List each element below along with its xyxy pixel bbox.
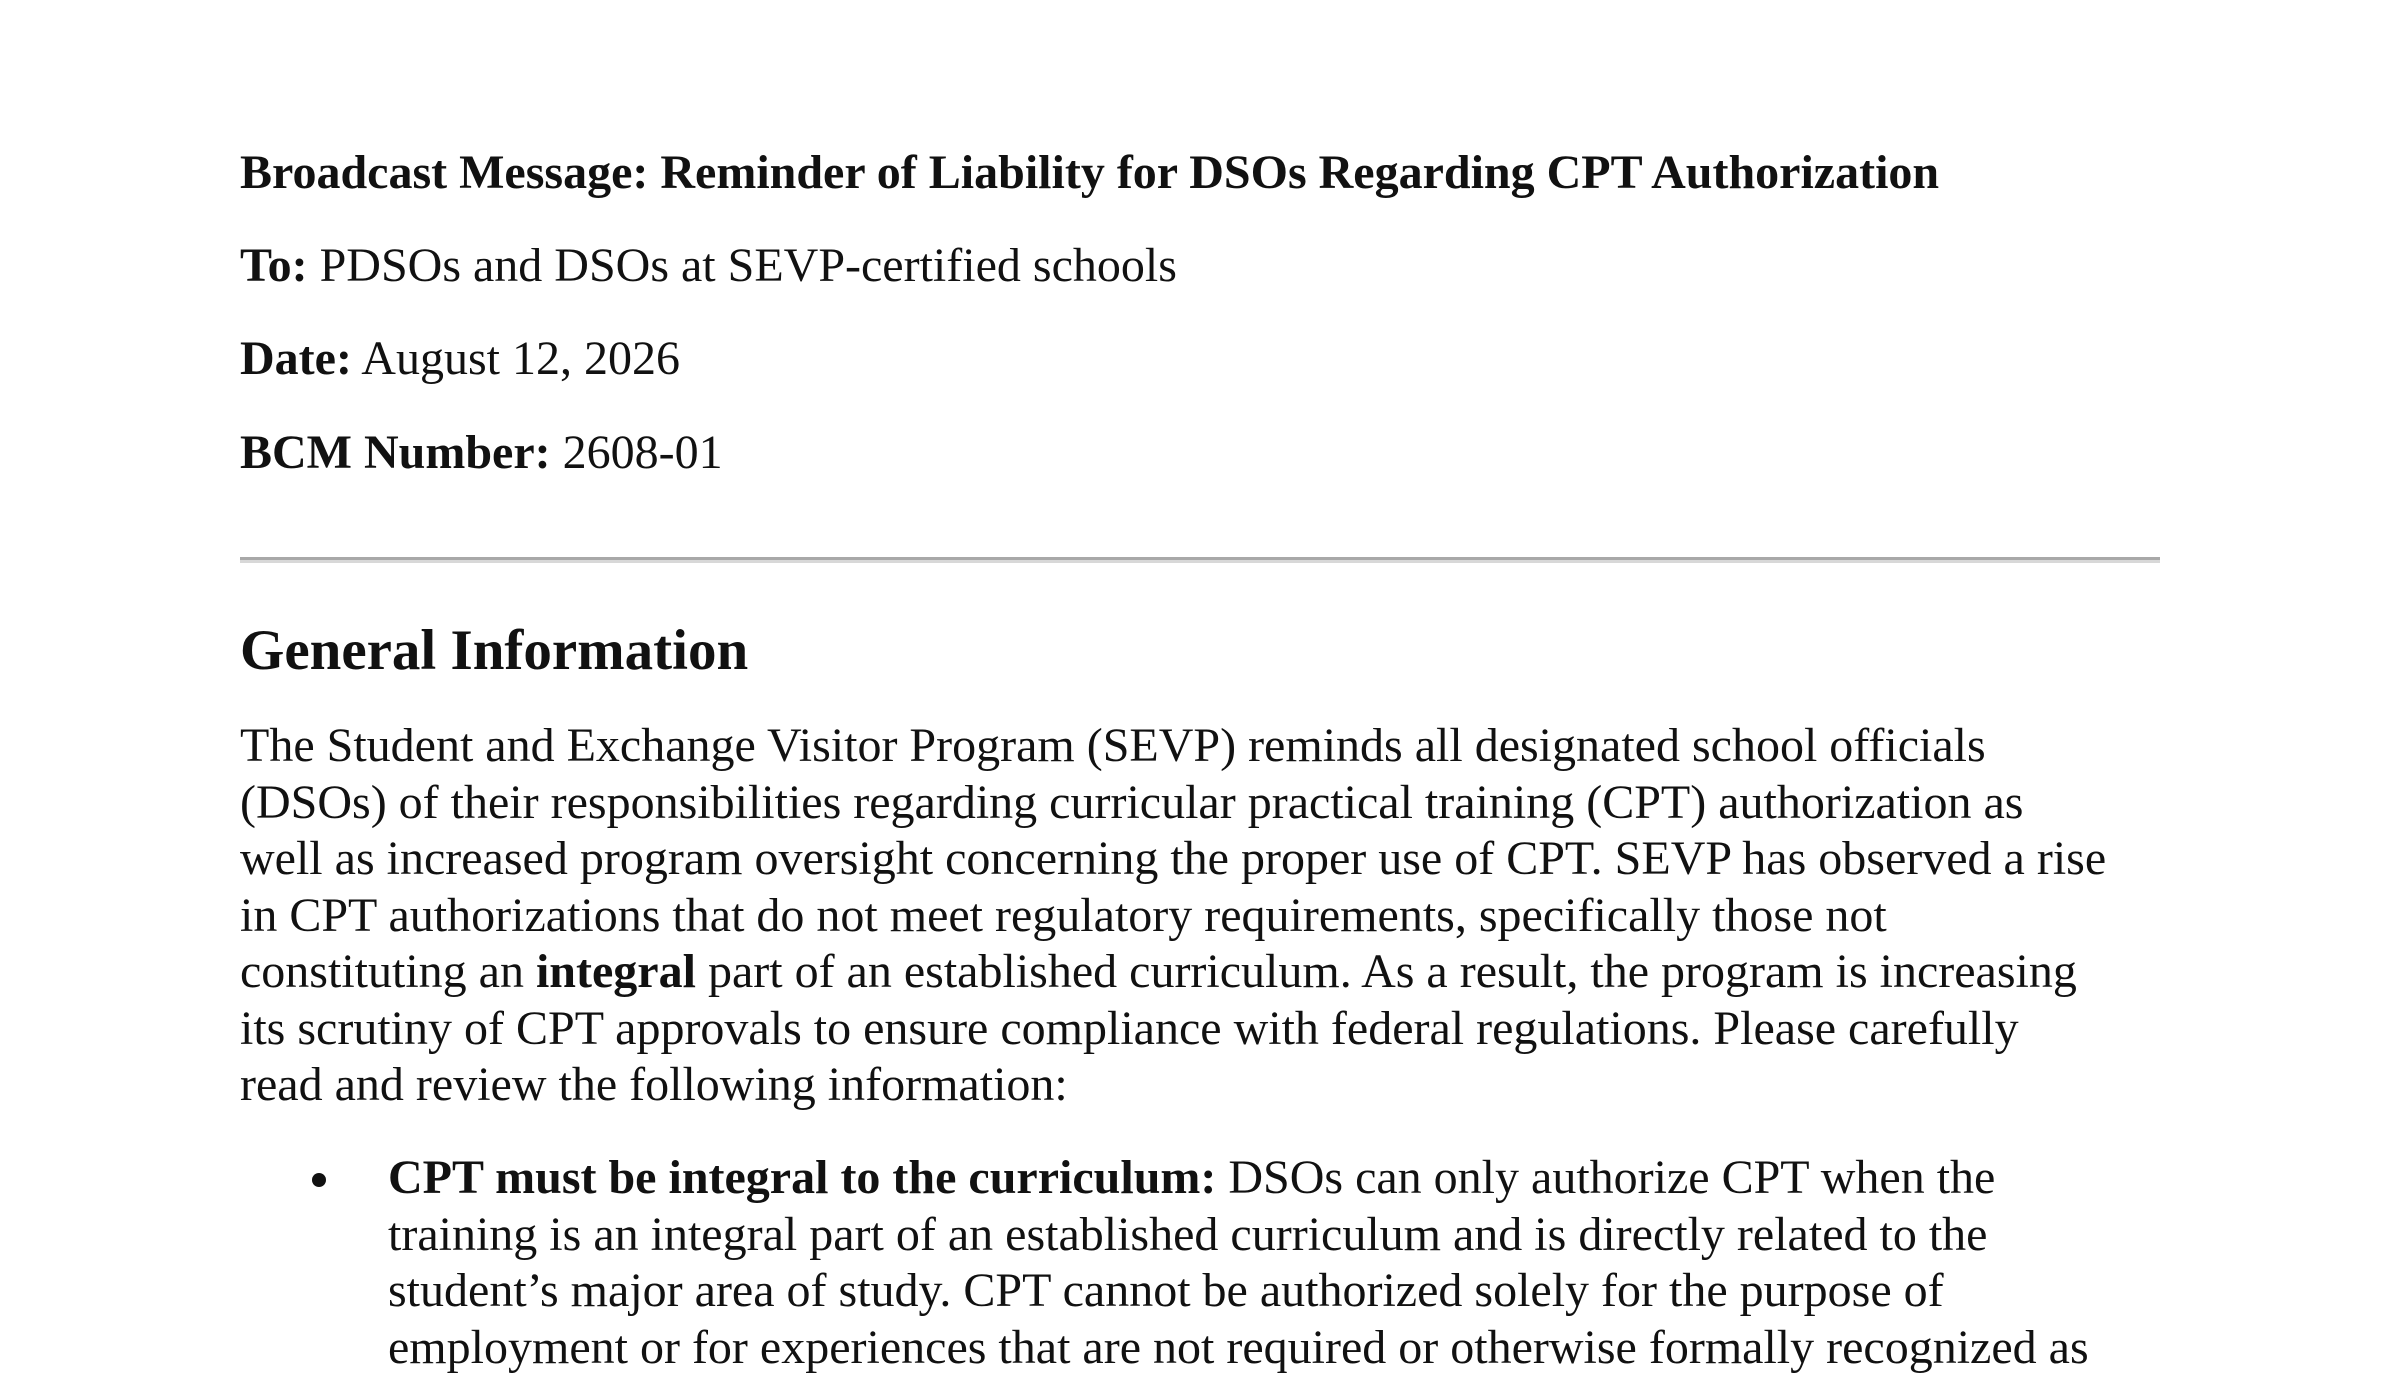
bullet-line: training is an integral part of an established curriculum and is directly related to the	[388, 1207, 2170, 1264]
bullet-lead: CPT must be integral to the curriculum:	[388, 1151, 1216, 1204]
meta-bcm-number	[240, 425, 723, 481]
paragraph-line	[240, 944, 2170, 1001]
bullet-line: employment or for experiences that are not required or otherwise formally recognized as	[388, 1320, 2170, 1376]
bullet-dot-icon	[312, 1173, 326, 1187]
section-heading: General Information	[240, 618, 748, 684]
paragraph-text: part of an established curriculum. As a result, the program is increasing	[696, 945, 2077, 998]
bullet-item	[240, 1150, 2170, 1376]
meta-bcm-value: 2608-01	[563, 426, 723, 479]
paragraph-text: constituting an	[240, 945, 536, 998]
paragraph-emphasis: integral	[536, 945, 696, 998]
meta-to-label: To:	[240, 239, 308, 292]
meta-date-value: August 12, 2026	[361, 332, 680, 385]
paragraph-line: read and review the following information:	[240, 1057, 2170, 1114]
bullet-line: student’s major area of study. CPT cannot be authorized solely for the purpose of	[388, 1263, 2170, 1320]
paragraph-line: well as increased program oversight concerning the proper use of CPT. SEVP has observed a rise	[240, 831, 2170, 888]
horizontal-divider	[240, 557, 2160, 563]
paragraph-line: in CPT authorizations that do not meet regulatory requirements, specifically those not	[240, 888, 2170, 945]
meta-to-value: PDSOs and DSOs at SEVP-certified schools	[320, 239, 1177, 292]
meta-to	[240, 238, 1177, 294]
paragraph-line: The Student and Exchange Visitor Program (SEVP) reminds all designated school officials	[240, 718, 2170, 775]
meta-date-label: Date:	[240, 332, 352, 385]
paragraph-line: its scrutiny of CPT approvals to ensure compliance with federal regulations. Please carefully	[240, 1001, 2170, 1058]
paragraph-line: (DSOs) of their responsibilities regarding curricular practical training (CPT) authorization as	[240, 775, 2170, 832]
bullet-line	[388, 1150, 2170, 1207]
meta-date	[240, 331, 680, 387]
document-title: Broadcast Message: Reminder of Liability for DSOs Regarding CPT Authorization	[240, 145, 1939, 201]
intro-paragraph	[240, 718, 2170, 1114]
meta-bcm-label: BCM Number:	[240, 426, 551, 479]
bullet-text: DSOs can only authorize CPT when the	[1216, 1151, 1995, 1204]
bullet-list	[240, 1150, 2170, 1376]
